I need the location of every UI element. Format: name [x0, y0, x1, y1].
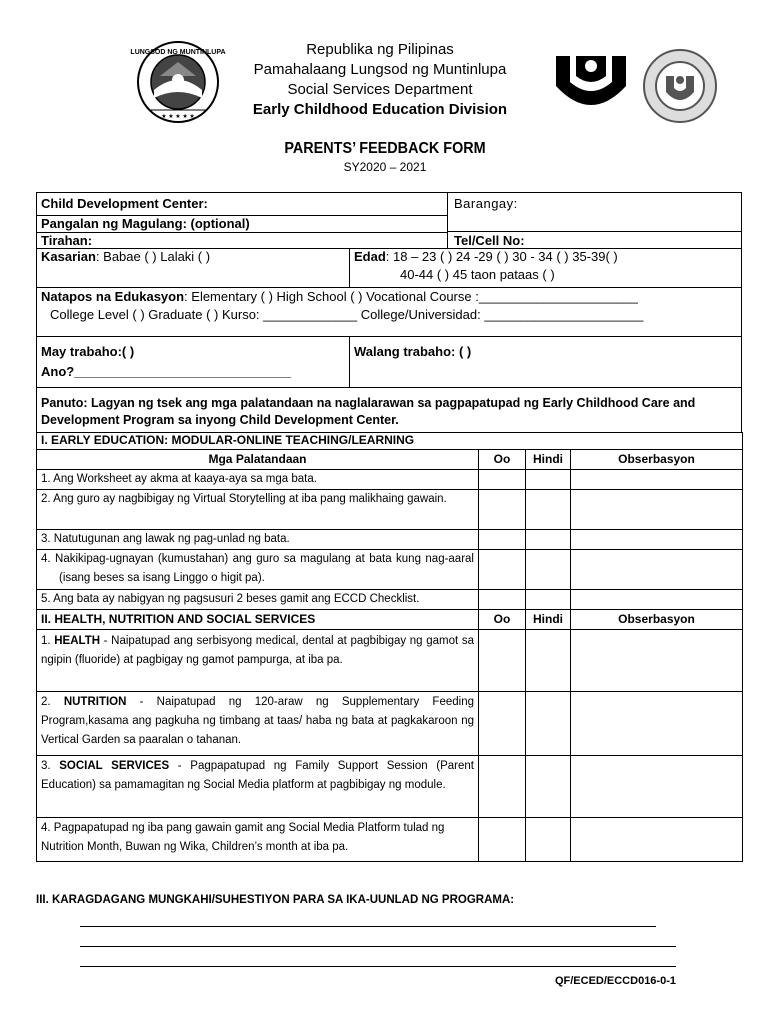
item-heading: SOCIAL SERVICES	[59, 760, 170, 772]
no-checkbox[interactable]	[526, 590, 571, 610]
cdc-label: Child Development Center:	[41, 196, 208, 211]
education-label: Natapos na Edukasyon	[41, 289, 185, 304]
page-header	[0, 36, 770, 126]
section2-col-no: Hindi	[526, 610, 571, 630]
age-label: Edad	[354, 249, 386, 264]
occupation-label: Ano?______________________________	[41, 364, 292, 379]
employed-label: May trabaho:( )	[41, 344, 135, 359]
observation-field[interactable]	[571, 470, 743, 490]
muntinlupa-seal-icon	[130, 40, 226, 124]
yes-checkbox[interactable]	[479, 818, 526, 862]
education-options-line1: : Elementary ( ) High School ( ) Vocational Course :______________________	[184, 289, 638, 304]
tel-label: Tel/Cell No:	[454, 233, 525, 248]
suggestion-line-1[interactable]	[80, 926, 656, 927]
age-options-line2: 40-44 ( ) 45 taon pataas ( )	[400, 267, 555, 282]
sex-options: : Babae ( ) Lalaki ( )	[95, 249, 211, 264]
table-row	[37, 470, 743, 490]
unemployed-label: Walang trabaho: ( )	[354, 344, 472, 359]
form-title: PARENTS’ FEEDBACK FORM	[284, 140, 486, 157]
table-row	[37, 692, 743, 756]
header-line-city: Pamahalaang Lungsod ng Muntinlupa	[253, 61, 507, 78]
section2-col-obs: Obserbasyon	[571, 610, 743, 630]
no-checkbox[interactable]	[526, 692, 571, 756]
section2-title: II. HEALTH, NUTRITION AND SOCIAL SERVICES	[37, 610, 479, 630]
instructions-text: Panuto: Lagyan ng tsek ang mga palatandaan na naglalarawan sa pagpapatupad ng Early Childhood Care and Development Program sa inyong Child Development Center.	[41, 396, 696, 427]
observation-field[interactable]	[571, 818, 743, 862]
no-checkbox[interactable]	[526, 756, 571, 818]
school-year: SY2020 – 2021	[343, 160, 427, 174]
no-checkbox[interactable]	[526, 490, 571, 530]
suggestion-line-3[interactable]	[80, 966, 676, 967]
section1-col-no: Hindi	[526, 450, 571, 470]
yes-checkbox[interactable]	[479, 756, 526, 818]
yes-checkbox[interactable]	[479, 470, 526, 490]
eced-seal-icon	[642, 48, 718, 124]
no-checkbox[interactable]	[526, 550, 571, 590]
section2-item-1	[37, 630, 479, 692]
section1-item-3: 3. Natutugunan ang lawak ng pag-unlad ng bata.	[37, 530, 479, 550]
observation-field[interactable]	[571, 530, 743, 550]
item-number: 1.	[41, 635, 55, 647]
sex-field	[41, 249, 210, 264]
education-field	[41, 289, 638, 304]
address-cell[interactable]	[36, 232, 448, 249]
no-checkbox[interactable]	[526, 818, 571, 862]
section1-item-1: 1. Ang Worksheet ay akma at kaaya-aya sa mga bata.	[37, 470, 479, 490]
item-text: - Naipatupad ang serbisyong medical, dental at pagbibigay ng gamot sa ngipin (fluoride) at pagbigay ng gamot pampurga, at iba pa.	[41, 635, 474, 666]
header-line-division: Early Childhood Education Division	[252, 101, 508, 118]
header-line-department: Social Services Department	[287, 81, 473, 98]
item-text: Pagpapatupad ng iba pang gawain gamit ang Social Media Platform tulad ng Nutrition Month, Buwan ng Wika, Children’s month at iba pa.	[41, 822, 445, 853]
section1-item-4: 4. Nakikipag-ugnayan (kumustahan) ang guro sa magulang at bata kung nag-aaral (isang beses sa isang Linggo o higit pa).	[37, 550, 479, 590]
yes-checkbox[interactable]	[479, 590, 526, 610]
observation-field[interactable]	[571, 490, 743, 530]
section2-item-2	[37, 692, 479, 756]
item-heading: NUTRITION	[63, 696, 127, 708]
item-text: - Pagpapatupad ng Family Support Session (Parent Education) sa pamamagitan ng Social Media platform at pagbibigay ng module.	[41, 760, 474, 791]
address-label: Tirahan:	[41, 233, 93, 248]
section1-col-obs: Obserbasyon	[571, 450, 743, 470]
section3-title: III. KARAGDAGANG MUNGKAHI/SUHESTIYON PARA SA IKA-UUNLAD NG PROGRAMA:	[36, 894, 515, 906]
observation-field[interactable]	[571, 550, 743, 590]
item-text: - Naipatupad ng 120-araw ng Supplementary Feeding Program,kasama ang pagkuha ng timbang at taas/ haba ng bata at pagkakaroon ng Vertical Garden sa paaralan o tahanan.	[41, 696, 474, 746]
item-number: 4.	[41, 822, 54, 834]
section1-col-indicators: Mga Palatandaan	[37, 450, 479, 470]
table-row	[37, 818, 743, 862]
svg-text:LUNGSOD NG MUNTINLUPA: LUNGSOD NG MUNTINLUPA	[130, 49, 226, 56]
parent-name-label: Pangalan ng Magulang: (optional)	[41, 216, 250, 231]
table-row	[37, 530, 743, 550]
social-services-logo-icon	[554, 52, 628, 116]
yes-checkbox[interactable]	[479, 490, 526, 530]
section1-item-2: 2. Ang guro ay nagbibigay ng Virtual Storytelling at iba pang malikhaing gawain.	[37, 490, 479, 530]
age-options-line1: : 18 – 23 ( ) 24 -29 ( ) 30 - 34 ( ) 35-39( )	[385, 249, 618, 264]
section1-col-yes: Oo	[479, 450, 526, 470]
yes-checkbox[interactable]	[479, 692, 526, 756]
barangay-label: Barangay:	[454, 196, 518, 211]
age-field	[354, 249, 618, 264]
svg-text:★ ★ ★ ★ ★: ★ ★ ★ ★ ★	[161, 114, 195, 120]
header-text-block	[230, 40, 530, 120]
observation-field[interactable]	[571, 756, 743, 818]
item-number: 2.	[41, 696, 64, 708]
table-row	[37, 756, 743, 818]
table-row	[37, 490, 743, 530]
evaluation-grid	[36, 432, 742, 862]
yes-checkbox[interactable]	[479, 630, 526, 692]
observation-field[interactable]	[571, 692, 743, 756]
item-number: 3.	[41, 760, 60, 772]
section2-col-yes: Oo	[479, 610, 526, 630]
suggestion-line-2[interactable]	[80, 946, 676, 947]
yes-checkbox[interactable]	[479, 550, 526, 590]
no-checkbox[interactable]	[526, 630, 571, 692]
table-row	[37, 590, 743, 610]
education-options-line2: College Level ( ) Graduate ( ) Kurso: _____________ College/Universidad: ______________________	[50, 307, 644, 322]
no-checkbox[interactable]	[526, 470, 571, 490]
item-heading: HEALTH	[54, 635, 101, 647]
table-row	[37, 630, 743, 692]
sex-label: Kasarian	[41, 249, 96, 264]
table-row	[37, 550, 743, 590]
section1-item-5: 5. Ang bata ay nabigyan ng pagsusuri 2 beses gamit ang ECCD Checklist.	[37, 590, 479, 610]
section2-item-3	[37, 756, 479, 818]
section2-item-4	[37, 818, 479, 862]
section1-title: I. EARLY EDUCATION: MODULAR-ONLINE TEACHING/LEARNING	[37, 433, 743, 450]
observation-field[interactable]	[571, 590, 743, 610]
no-checkbox[interactable]	[526, 530, 571, 550]
form-code: QF/ECED/ECCD016-0-1	[554, 975, 676, 987]
yes-checkbox[interactable]	[479, 530, 526, 550]
header-line-republic: Republika ng Pilipinas	[306, 41, 454, 58]
observation-field[interactable]	[571, 630, 743, 692]
